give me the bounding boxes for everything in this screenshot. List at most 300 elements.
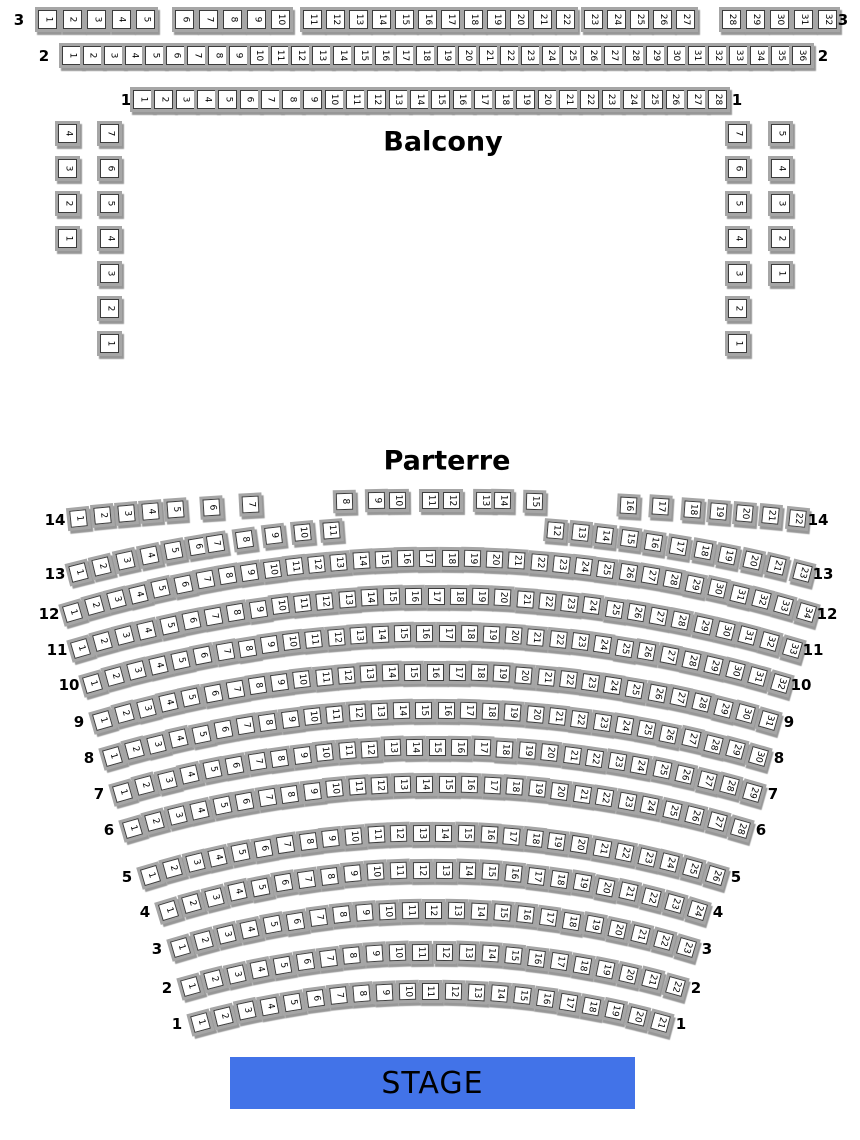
seat[interactable] (270, 749, 289, 768)
seat[interactable] (450, 588, 467, 605)
seat[interactable] (229, 46, 248, 65)
seat[interactable] (299, 832, 318, 851)
seat[interactable] (728, 194, 747, 213)
seat[interactable] (792, 46, 811, 65)
seat[interactable] (415, 701, 432, 718)
seat[interactable] (494, 589, 512, 607)
seat[interactable] (100, 264, 119, 283)
seat[interactable] (159, 615, 179, 635)
seat[interactable] (140, 546, 160, 566)
seat[interactable] (101, 745, 122, 766)
seat[interactable] (162, 858, 183, 879)
seat[interactable] (650, 1012, 671, 1033)
seat[interactable] (354, 46, 373, 65)
seat[interactable] (389, 90, 408, 109)
seat[interactable] (416, 775, 433, 792)
seat[interactable] (788, 509, 807, 528)
seat[interactable] (271, 46, 290, 65)
seat[interactable] (100, 159, 119, 178)
seat[interactable] (100, 299, 119, 318)
seat[interactable] (483, 625, 501, 643)
seat[interactable] (112, 10, 131, 29)
seat[interactable] (528, 780, 547, 799)
seat[interactable] (213, 720, 233, 740)
seat[interactable] (442, 549, 459, 566)
seat[interactable] (697, 770, 718, 791)
seat[interactable] (226, 603, 246, 623)
seat[interactable] (708, 90, 727, 109)
seat[interactable] (581, 996, 601, 1016)
seat[interactable] (133, 90, 152, 109)
seat[interactable] (81, 672, 102, 693)
seat[interactable] (230, 842, 250, 862)
seat[interactable] (410, 90, 429, 109)
seat[interactable] (321, 829, 340, 848)
seat[interactable] (607, 752, 627, 772)
seat[interactable] (208, 847, 228, 867)
seat[interactable] (259, 996, 279, 1016)
seat[interactable] (665, 976, 686, 997)
seat[interactable] (296, 952, 315, 971)
seat[interactable] (595, 526, 614, 545)
seat[interactable] (250, 877, 270, 897)
seat[interactable] (549, 870, 568, 889)
seat[interactable] (516, 590, 534, 608)
seat[interactable] (315, 743, 334, 762)
seat[interactable] (352, 985, 370, 1003)
seat[interactable] (771, 159, 790, 178)
seat[interactable] (212, 796, 232, 816)
seat[interactable] (659, 646, 679, 666)
seat[interactable] (687, 90, 706, 109)
seat[interactable] (707, 579, 727, 599)
seat[interactable] (458, 944, 476, 962)
seat[interactable] (383, 588, 401, 606)
seat[interactable] (538, 592, 556, 610)
seat[interactable] (691, 693, 711, 713)
seat[interactable] (371, 777, 389, 795)
seat[interactable] (148, 655, 168, 675)
seat[interactable] (771, 124, 790, 143)
seat[interactable] (593, 635, 612, 654)
seat[interactable] (239, 919, 259, 939)
seat[interactable] (84, 595, 105, 616)
seat[interactable] (607, 10, 626, 29)
seat[interactable] (199, 10, 218, 29)
seat[interactable] (653, 930, 674, 951)
seat[interactable] (500, 46, 519, 65)
seat[interactable] (117, 504, 135, 522)
seat[interactable] (136, 698, 157, 719)
seat[interactable] (771, 194, 790, 213)
seat[interactable] (332, 906, 351, 925)
seat[interactable] (659, 724, 679, 744)
seat[interactable] (296, 870, 315, 889)
seat[interactable] (136, 10, 155, 29)
seat[interactable] (134, 775, 155, 796)
seat[interactable] (481, 945, 499, 963)
seat[interactable] (476, 492, 493, 509)
seat[interactable] (348, 704, 366, 722)
seat[interactable] (526, 705, 544, 723)
seat[interactable] (703, 655, 723, 675)
seat[interactable] (596, 560, 615, 579)
seat[interactable] (558, 992, 577, 1011)
seat[interactable] (510, 10, 529, 29)
seat[interactable] (203, 683, 223, 703)
seat[interactable] (225, 679, 245, 699)
seat[interactable] (235, 530, 254, 549)
seat[interactable] (180, 976, 201, 997)
seat[interactable] (685, 574, 705, 594)
seat[interactable] (338, 590, 356, 608)
seat[interactable] (641, 887, 662, 908)
seat[interactable] (504, 947, 523, 966)
seat[interactable] (653, 10, 672, 29)
seat[interactable] (92, 631, 113, 652)
seat[interactable] (525, 829, 544, 848)
seat[interactable] (728, 299, 747, 318)
seat[interactable] (247, 752, 267, 772)
seat[interactable] (185, 852, 206, 873)
seat[interactable] (604, 1001, 624, 1021)
seat[interactable] (372, 625, 390, 643)
seat[interactable] (63, 10, 82, 29)
seat[interactable] (171, 650, 191, 670)
seat[interactable] (637, 720, 657, 740)
seat[interactable] (550, 782, 569, 801)
seat[interactable] (38, 10, 57, 29)
seat[interactable] (262, 915, 282, 935)
seat[interactable] (623, 90, 642, 109)
seat[interactable] (68, 562, 89, 583)
seat[interactable] (202, 760, 222, 780)
seat[interactable] (451, 739, 468, 756)
seat[interactable] (106, 589, 127, 610)
seat[interactable] (280, 785, 299, 804)
seat[interactable] (247, 10, 266, 29)
seat[interactable] (204, 887, 225, 908)
seat[interactable] (401, 902, 418, 919)
seat[interactable] (238, 638, 257, 657)
seat[interactable] (664, 893, 685, 914)
seat[interactable] (236, 1001, 256, 1021)
seat[interactable] (603, 676, 622, 695)
seat[interactable] (248, 676, 267, 695)
seat[interactable] (619, 964, 639, 984)
seat[interactable] (618, 563, 637, 582)
seat[interactable] (504, 704, 522, 722)
seat[interactable] (271, 10, 290, 29)
seat[interactable] (757, 709, 778, 730)
seat[interactable] (685, 806, 706, 827)
seat[interactable] (394, 625, 411, 642)
seat[interactable] (303, 707, 322, 726)
seat[interactable] (100, 334, 119, 353)
seat[interactable] (742, 550, 762, 570)
seat[interactable] (646, 46, 665, 65)
seat[interactable] (729, 817, 750, 838)
seat[interactable] (187, 46, 206, 65)
seat[interactable] (359, 665, 377, 683)
seat[interactable] (139, 864, 160, 885)
seat[interactable] (164, 541, 184, 561)
seat[interactable] (425, 902, 442, 919)
seat[interactable] (581, 673, 600, 692)
seat[interactable] (620, 529, 639, 548)
seat[interactable] (114, 625, 135, 646)
seat[interactable] (674, 765, 694, 785)
seat[interactable] (83, 46, 102, 65)
seat[interactable] (584, 915, 604, 935)
seat[interactable] (435, 861, 452, 878)
seat[interactable] (495, 740, 513, 758)
seat[interactable] (349, 10, 368, 29)
seat[interactable] (389, 944, 407, 962)
seat[interactable] (249, 959, 269, 979)
seat[interactable] (181, 611, 201, 631)
seat[interactable] (527, 628, 545, 646)
seat[interactable] (515, 666, 533, 684)
seat[interactable] (751, 589, 772, 610)
seat[interactable] (346, 90, 365, 109)
seat[interactable] (366, 863, 384, 881)
seat[interactable] (747, 745, 768, 766)
seat[interactable] (644, 532, 663, 551)
seat[interactable] (619, 496, 637, 514)
seat[interactable] (771, 264, 790, 283)
seat[interactable] (443, 491, 460, 508)
seat[interactable] (146, 734, 167, 755)
seat[interactable] (438, 701, 455, 718)
seat[interactable] (464, 10, 483, 29)
seat[interactable] (708, 46, 727, 65)
seat[interactable] (703, 734, 724, 755)
seat[interactable] (372, 10, 391, 29)
seat[interactable] (659, 852, 680, 873)
seat[interactable] (681, 650, 701, 670)
seat[interactable] (675, 936, 696, 957)
seat[interactable] (276, 835, 295, 854)
seat[interactable] (396, 46, 415, 65)
seat[interactable] (713, 698, 734, 719)
seat[interactable] (326, 10, 345, 29)
seat[interactable] (292, 670, 311, 689)
seat[interactable] (69, 637, 90, 658)
seat[interactable] (521, 46, 540, 65)
seat[interactable] (693, 615, 713, 635)
seat[interactable] (227, 882, 247, 902)
seat[interactable] (771, 46, 790, 65)
seat[interactable] (493, 665, 511, 683)
seat[interactable] (671, 611, 691, 631)
seat[interactable] (419, 549, 436, 566)
seat[interactable] (570, 835, 589, 854)
seat[interactable] (235, 792, 255, 812)
seat[interactable] (669, 536, 689, 556)
seat[interactable] (62, 46, 81, 65)
seat[interactable] (728, 264, 747, 283)
seat[interactable] (662, 800, 682, 820)
seat[interactable] (669, 688, 689, 708)
seat[interactable] (482, 702, 500, 720)
seat[interactable] (258, 713, 277, 732)
seat[interactable] (291, 46, 310, 65)
seat[interactable] (516, 906, 535, 925)
seat[interactable] (548, 707, 567, 726)
seat[interactable] (736, 504, 754, 522)
seat[interactable] (773, 595, 794, 616)
seat[interactable] (203, 969, 224, 990)
seat[interactable] (583, 46, 602, 65)
seat[interactable] (725, 739, 746, 760)
seat[interactable] (121, 817, 142, 838)
seat[interactable] (218, 566, 238, 586)
seat[interactable] (540, 743, 559, 762)
seat[interactable] (260, 635, 279, 654)
seat[interactable] (547, 832, 566, 851)
seat[interactable] (169, 729, 189, 749)
seat[interactable] (375, 983, 393, 1001)
seat[interactable] (508, 551, 526, 569)
seat[interactable] (688, 46, 707, 65)
seat[interactable] (337, 666, 355, 684)
seat[interactable] (480, 826, 498, 844)
seat[interactable] (630, 756, 650, 776)
seat[interactable] (728, 124, 747, 143)
seat[interactable] (285, 557, 304, 576)
seat[interactable] (467, 983, 485, 1001)
seat[interactable] (472, 588, 490, 606)
seat[interactable] (647, 683, 667, 703)
seat[interactable] (69, 509, 88, 528)
seat[interactable] (100, 229, 119, 248)
seat[interactable] (439, 624, 456, 641)
seat[interactable] (166, 46, 185, 65)
seat[interactable] (458, 46, 477, 65)
seat[interactable] (360, 589, 378, 607)
seat[interactable] (308, 908, 327, 927)
seat[interactable] (335, 492, 352, 509)
seat[interactable] (193, 646, 213, 666)
seat[interactable] (604, 46, 623, 65)
seat[interactable] (250, 46, 269, 65)
seat[interactable] (693, 540, 713, 560)
seat[interactable] (389, 862, 407, 880)
seat[interactable] (615, 638, 634, 657)
seat[interactable] (157, 899, 178, 920)
seat[interactable] (383, 739, 401, 757)
seat[interactable] (333, 46, 352, 65)
seat[interactable] (213, 1006, 234, 1027)
seat[interactable] (718, 545, 738, 565)
seat[interactable] (190, 1012, 211, 1033)
seat[interactable] (104, 666, 125, 687)
seat[interactable] (552, 555, 571, 574)
seat[interactable] (282, 992, 301, 1011)
seat[interactable] (367, 90, 386, 109)
seat[interactable] (592, 713, 611, 732)
seat[interactable] (585, 749, 604, 768)
seat[interactable] (282, 632, 301, 651)
seat[interactable] (264, 526, 283, 545)
seat[interactable] (574, 557, 593, 576)
seat[interactable] (179, 765, 199, 785)
seat[interactable] (570, 710, 589, 729)
seat[interactable] (338, 742, 356, 760)
seat[interactable] (93, 506, 112, 525)
seat[interactable] (124, 739, 145, 760)
seat[interactable] (547, 522, 565, 540)
seat[interactable] (626, 603, 646, 623)
seat[interactable] (413, 824, 430, 841)
seat[interactable] (715, 620, 735, 640)
seat[interactable] (439, 775, 456, 792)
seat[interactable] (649, 606, 669, 626)
seat[interactable] (559, 90, 578, 109)
seat[interactable] (196, 570, 216, 590)
seat[interactable] (360, 740, 378, 758)
seat[interactable] (615, 716, 635, 736)
seat[interactable] (447, 902, 464, 919)
seat[interactable] (795, 601, 816, 622)
seat[interactable] (435, 943, 452, 960)
seat[interactable] (144, 811, 165, 832)
seat[interactable] (111, 781, 132, 802)
seat[interactable] (151, 579, 171, 599)
seat[interactable] (293, 594, 312, 613)
seat[interactable] (216, 925, 236, 945)
seat[interactable] (538, 908, 557, 927)
seat[interactable] (240, 90, 259, 109)
seat[interactable] (651, 498, 669, 516)
seat[interactable] (481, 863, 499, 881)
seat[interactable] (58, 124, 77, 143)
seat[interactable] (630, 925, 650, 945)
seat[interactable] (404, 664, 421, 681)
seat[interactable] (225, 756, 245, 776)
seat[interactable] (285, 911, 304, 930)
seat[interactable] (607, 919, 627, 939)
seat[interactable] (595, 788, 614, 807)
seat[interactable] (676, 10, 695, 29)
seat[interactable] (449, 664, 466, 681)
seat[interactable] (750, 46, 769, 65)
seat[interactable] (293, 523, 312, 542)
seat[interactable] (494, 492, 511, 509)
seat[interactable] (473, 739, 491, 757)
seat[interactable] (435, 824, 452, 841)
seat[interactable] (563, 746, 582, 765)
seat[interactable] (582, 596, 601, 615)
seat[interactable] (114, 703, 135, 724)
seat[interactable] (348, 778, 366, 796)
seat[interactable] (322, 521, 340, 539)
seat[interactable] (366, 945, 384, 963)
seat[interactable] (390, 825, 408, 843)
seat[interactable] (368, 492, 385, 509)
seat[interactable] (263, 560, 282, 579)
seat[interactable] (505, 627, 523, 645)
seat[interactable] (526, 493, 543, 510)
seat[interactable] (516, 90, 535, 109)
seat[interactable] (281, 710, 300, 729)
seat[interactable] (125, 46, 144, 65)
seat[interactable] (560, 594, 579, 613)
seat[interactable] (422, 983, 439, 1000)
seat[interactable] (273, 955, 293, 975)
seat[interactable] (58, 194, 77, 213)
